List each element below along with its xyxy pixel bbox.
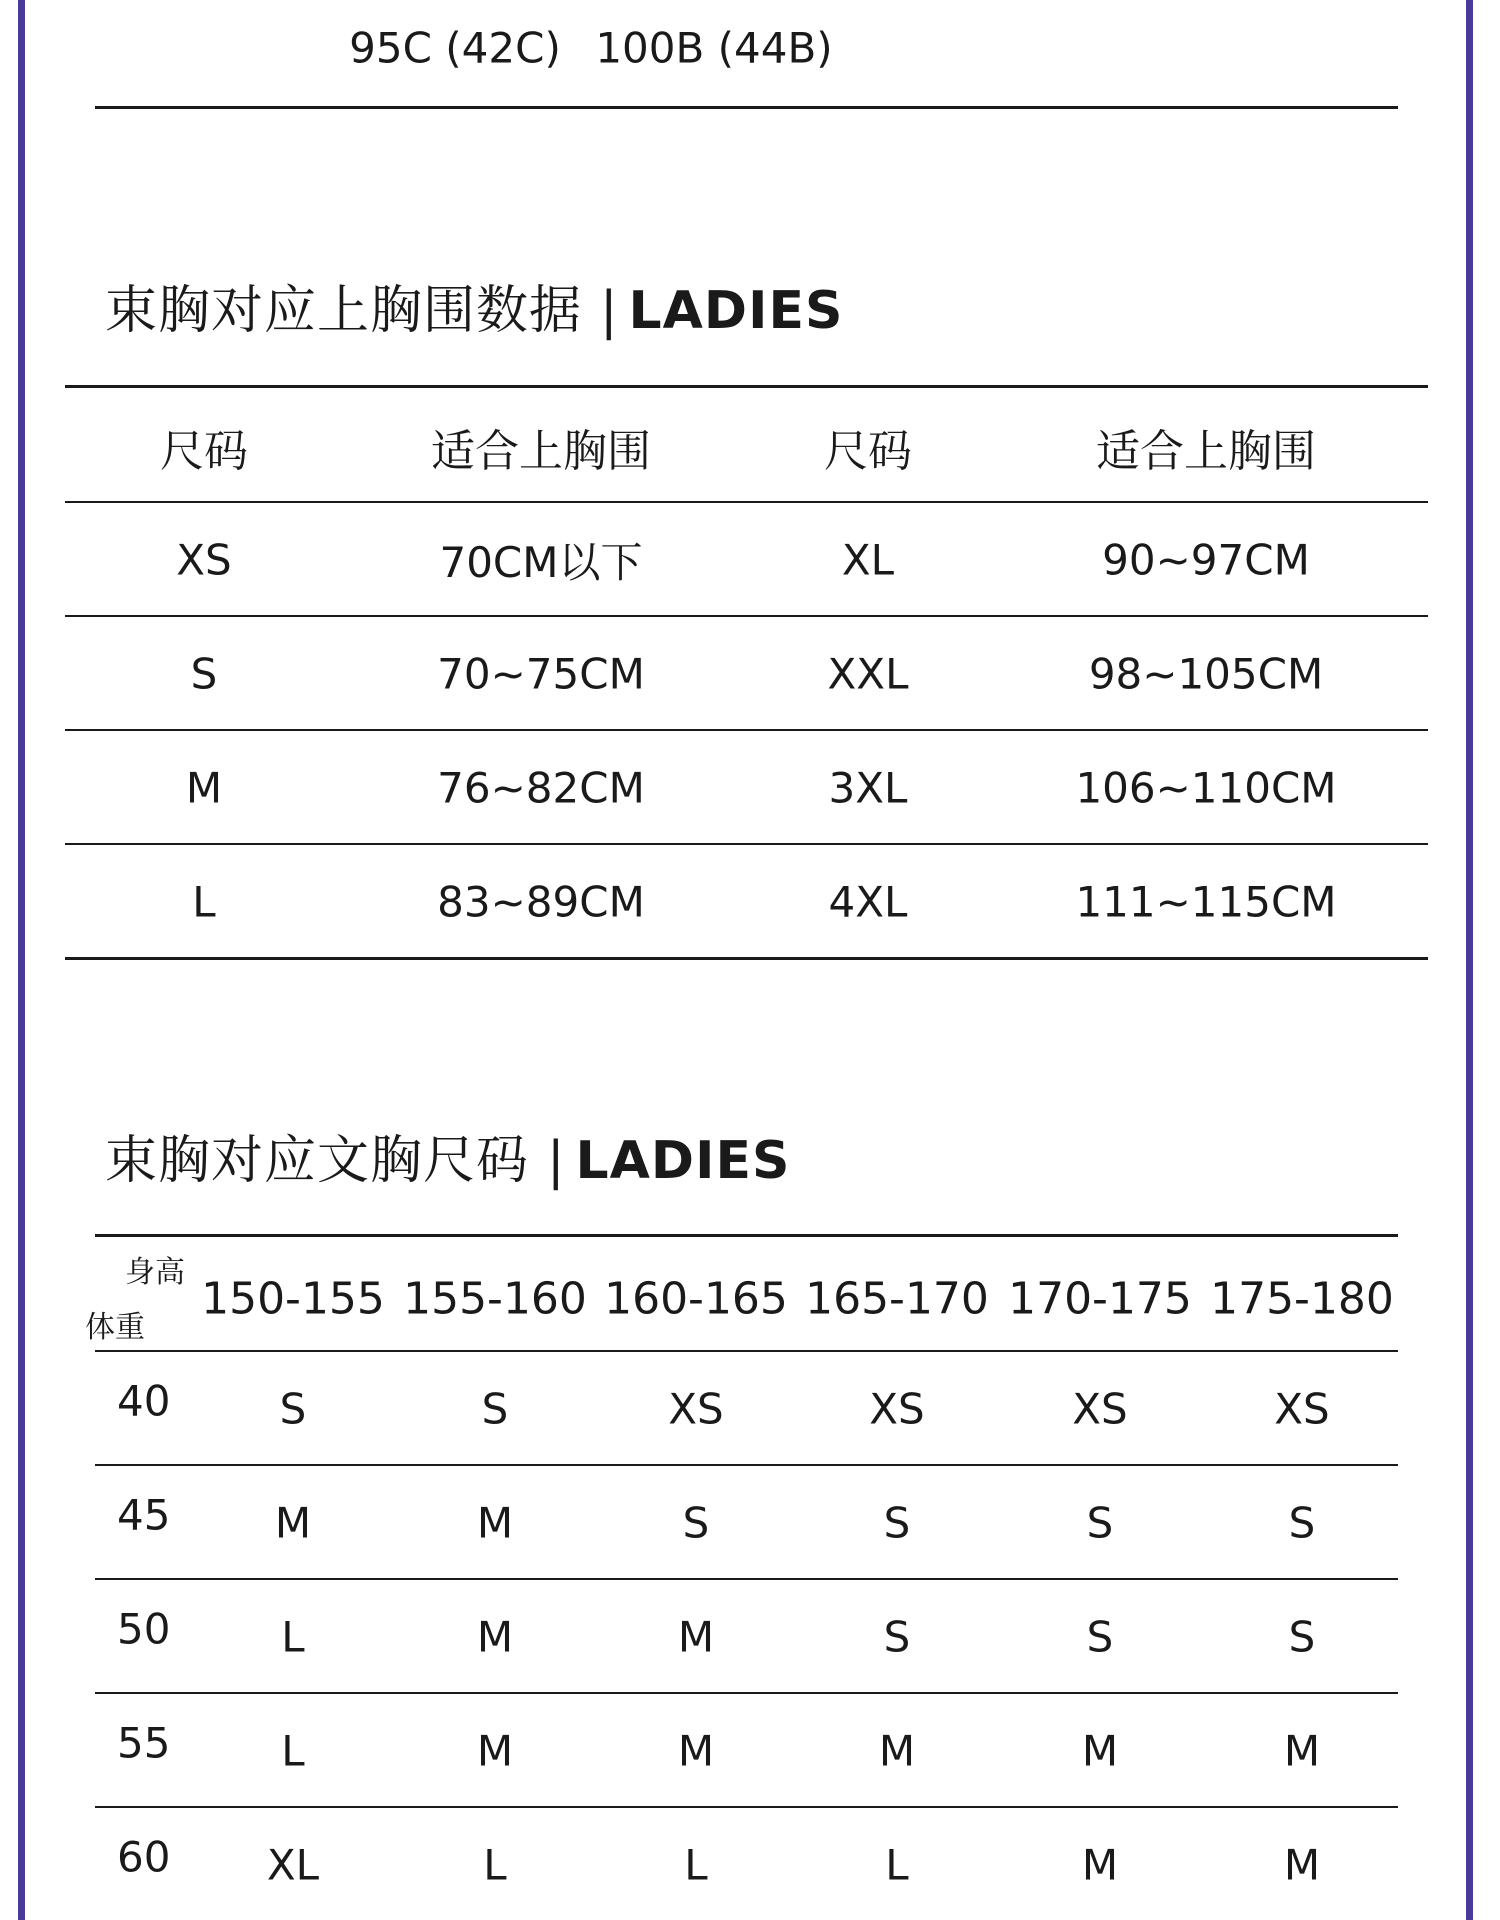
table1-row-rule: [65, 957, 1428, 960]
section1-title-separator: |: [600, 281, 619, 341]
table1-header-rule: [65, 501, 1428, 503]
table1-cell: M: [185, 763, 223, 813]
table2-weight-label: 50: [117, 1604, 171, 1654]
table1-header-bust-2: 适合上胸围: [1096, 426, 1316, 477]
table1-top-rule: [65, 385, 1428, 388]
table2-size-cell: M: [677, 1726, 715, 1776]
table2-weight-label: 40: [117, 1376, 171, 1426]
table2-height-header: 170-175: [1008, 1273, 1192, 1325]
table2-size-cell: M: [878, 1726, 916, 1776]
table2-height-header: 150-155: [201, 1273, 385, 1325]
section2-title-cn: 束胸对应文胸尺码: [105, 1131, 530, 1191]
table2-size-cell: M: [476, 1726, 514, 1776]
table1-cell: 4XL: [828, 877, 908, 927]
table2-size-cell: S: [682, 1498, 710, 1548]
table2-weight-label: 55: [117, 1718, 171, 1768]
table2-height-header: 155-160: [403, 1273, 587, 1325]
table2-size-cell: M: [1283, 1726, 1321, 1776]
table2-row-rule: [95, 1464, 1398, 1466]
table2-size-cell: L: [281, 1612, 305, 1662]
table1-cell: 83~89CM: [437, 877, 645, 927]
top-row-cell-2: 100B (44B): [595, 23, 833, 73]
table2-size-cell: XS: [1274, 1384, 1330, 1434]
table2-size-cell: S: [1086, 1498, 1114, 1548]
table2-size-cell: M: [1283, 1840, 1321, 1890]
section1-title: [105, 268, 843, 343]
table2-top-rule: [95, 1234, 1398, 1237]
table1-cell: 70CM以下: [439, 538, 643, 587]
table2-header-rule: [95, 1350, 1398, 1352]
table2-size-cell: L: [885, 1840, 909, 1890]
table2-size-cell: S: [883, 1612, 911, 1662]
table2-height-header: 165-170: [805, 1273, 989, 1325]
table2-height-header: 175-180: [1210, 1273, 1394, 1325]
page-border-right: [1466, 0, 1473, 1920]
section2-title: [105, 1118, 790, 1193]
page-border-left: [18, 0, 25, 1920]
section1-title-cn: 束胸对应上胸围数据: [105, 281, 583, 341]
table1-header-bust-1: 适合上胸围: [431, 426, 651, 477]
table2-weight-label: 60: [117, 1832, 171, 1882]
table2-row-rule: [95, 1806, 1398, 1808]
table2-size-cell: M: [274, 1498, 312, 1548]
table2-size-cell: XS: [1072, 1384, 1128, 1434]
table1-cell: 70~75CM: [437, 649, 645, 699]
table2-size-cell: L: [483, 1840, 507, 1890]
table2-size-cell: S: [1288, 1498, 1316, 1548]
table2-size-cell: L: [684, 1840, 708, 1890]
table2-height-header: 160-165: [604, 1273, 788, 1325]
table2-size-cell: S: [481, 1384, 509, 1434]
table2-size-cell: S: [1086, 1612, 1114, 1662]
table2-size-cell: M: [476, 1612, 514, 1662]
table2-size-cell: M: [1081, 1840, 1119, 1890]
table1-cell: 3XL: [828, 763, 908, 813]
table1-cell: S: [190, 649, 218, 699]
table1-cell: 76~82CM: [437, 763, 645, 813]
table2-size-cell: M: [677, 1612, 715, 1662]
table1-cell: 111~115CM: [1075, 877, 1337, 927]
table2-row-rule: [95, 1578, 1398, 1580]
corner-label-height: 身高: [125, 1255, 185, 1290]
table1-cell: XXL: [827, 649, 909, 699]
table2-size-cell: XL: [266, 1840, 320, 1890]
table2-row-rule: [95, 1692, 1398, 1694]
table1-cell: 106~110CM: [1075, 763, 1337, 813]
table1-cell: 98~105CM: [1088, 649, 1324, 699]
table1-row-rule: [65, 843, 1428, 845]
top-row-cell-1: 95C (42C): [349, 23, 561, 73]
table2-size-cell: XS: [869, 1384, 925, 1434]
table1-row-rule: [65, 615, 1428, 617]
table1-cell: XS: [176, 535, 232, 585]
corner-label-weight: 体重: [85, 1310, 145, 1345]
section1-title-en: LADIES: [628, 281, 844, 341]
section2-title-en: LADIES: [575, 1131, 791, 1191]
section2-title-separator: |: [547, 1131, 566, 1191]
table2-size-cell: S: [279, 1384, 307, 1434]
table2-size-cell: M: [476, 1498, 514, 1548]
table1-header-size-1: 尺码: [160, 426, 248, 477]
table1-cell: XL: [841, 535, 895, 585]
table1-row-rule: [65, 729, 1428, 731]
table2-weight-label: 45: [117, 1490, 171, 1540]
top-table-bottom-rule: [95, 106, 1398, 109]
table1-header-size-2: 尺码: [824, 426, 912, 477]
table2-size-cell: M: [1081, 1726, 1119, 1776]
table2-size-cell: XS: [668, 1384, 724, 1434]
table1-cell: L: [192, 877, 216, 927]
table2-size-cell: S: [883, 1498, 911, 1548]
table2-size-cell: L: [281, 1726, 305, 1776]
table2-size-cell: S: [1288, 1612, 1316, 1662]
table1-cell: 90~97CM: [1102, 535, 1310, 585]
